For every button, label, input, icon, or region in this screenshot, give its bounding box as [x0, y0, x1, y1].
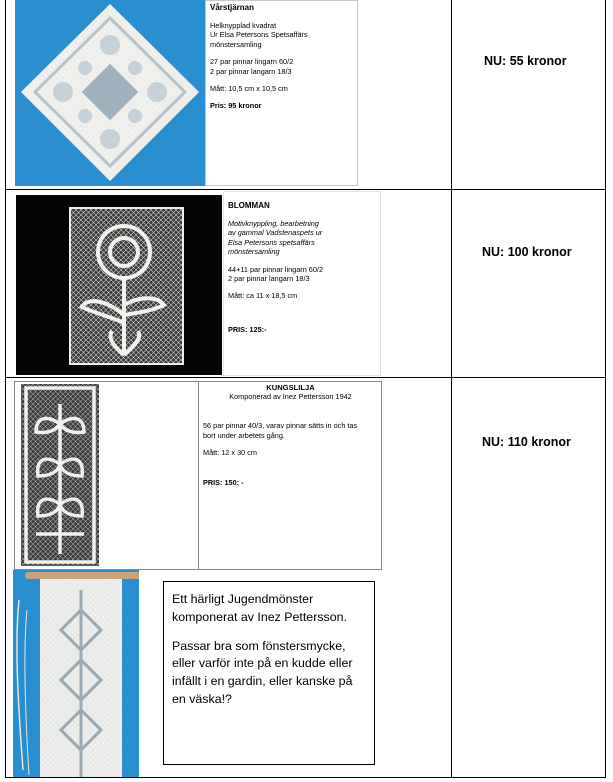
- table-column-divider: [451, 0, 452, 778]
- table-border-left: [5, 0, 6, 778]
- pattern-desc-line: mönstersamling: [210, 39, 262, 49]
- note-paragraph: Ett härligt Jugendmönster komponerat av Inez Pettersson.: [172, 592, 347, 624]
- kungslilja-lace-photo: [18, 384, 196, 566]
- pattern-size: Mått: 12 x 30 cm: [203, 448, 257, 458]
- pattern-desc-line: Motivknyppling, bearbetning: [228, 219, 319, 228]
- varstjarnan-pattern-card: [205, 0, 358, 186]
- pattern-size: Mått: 10,5 cm x 10,5 cm: [210, 84, 288, 94]
- pattern-size: Mått: ca 11 x 18,5 cm: [228, 291, 298, 301]
- pattern-desc-line: Ur Elsa Petersons Spetsaffärs: [210, 30, 308, 40]
- row-divider-2: [5, 377, 606, 378]
- pattern-desc-line: Elsa Petersons spetsaffärs: [228, 237, 315, 247]
- pattern-desc-line: mönstersamling: [228, 247, 280, 257]
- offer-price-kungslilja: NU: 110 kronor: [482, 435, 571, 449]
- row-divider-1: [5, 189, 606, 190]
- varstjarnan-lace-photo: [15, 0, 205, 186]
- pattern-pins-line: 44+11 par pinnar lingarn 60/2: [228, 264, 323, 274]
- pattern-pins-line: 56 par pinnar 40/3, varav pinnar sätts in och tas: [203, 421, 358, 431]
- table-border-bottom: [5, 777, 606, 778]
- pattern-title: BLOMMAN: [228, 201, 270, 210]
- pattern-price: Pris: 95 kronor: [210, 101, 262, 111]
- pattern-desc-line: av gammal Vadstenaspets ur: [228, 228, 323, 238]
- pattern-price: PRIS: 150: -: [203, 477, 244, 487]
- pattern-title: KUNGSLILJA: [266, 383, 315, 392]
- kungslilja-pattern-card: [14, 381, 382, 570]
- pattern-author: Komponerad av Inez Pettersson 1942: [229, 392, 352, 401]
- pattern-pins-line: 2 par pinnar langarn 18/3: [228, 274, 310, 284]
- pattern-desc-line: Helknypplad kvadrat: [210, 21, 277, 30]
- description-text-box: [163, 581, 375, 765]
- table-border-right: [605, 0, 606, 778]
- pattern-pins-line: 2 par pinnar langarn 18/3: [210, 66, 292, 76]
- offer-price-blomman: NU: 100 kronor: [482, 245, 572, 259]
- pattern-price: PRIS: 125:-: [228, 324, 267, 334]
- card-divider: [198, 382, 199, 569]
- note-paragraph: Passar bra som fönstersmycke, eller varför inte på en kudde eller infällt i en gardin, eller kanske på en väska!?: [172, 638, 353, 706]
- pattern-pins-line: bort under arbetets gång.: [203, 430, 285, 440]
- blomman-pattern-card: [223, 191, 381, 376]
- blomman-lace-photo: [16, 195, 222, 375]
- pattern-pins-line: 27 par pinnar lingarn 60/2: [210, 57, 294, 67]
- offer-price-varstjarnan: NU: 55 kronor: [484, 54, 567, 68]
- kungslilja-hanging-photo: [13, 570, 139, 777]
- pattern-title: Vårstjärnan: [210, 3, 255, 12]
